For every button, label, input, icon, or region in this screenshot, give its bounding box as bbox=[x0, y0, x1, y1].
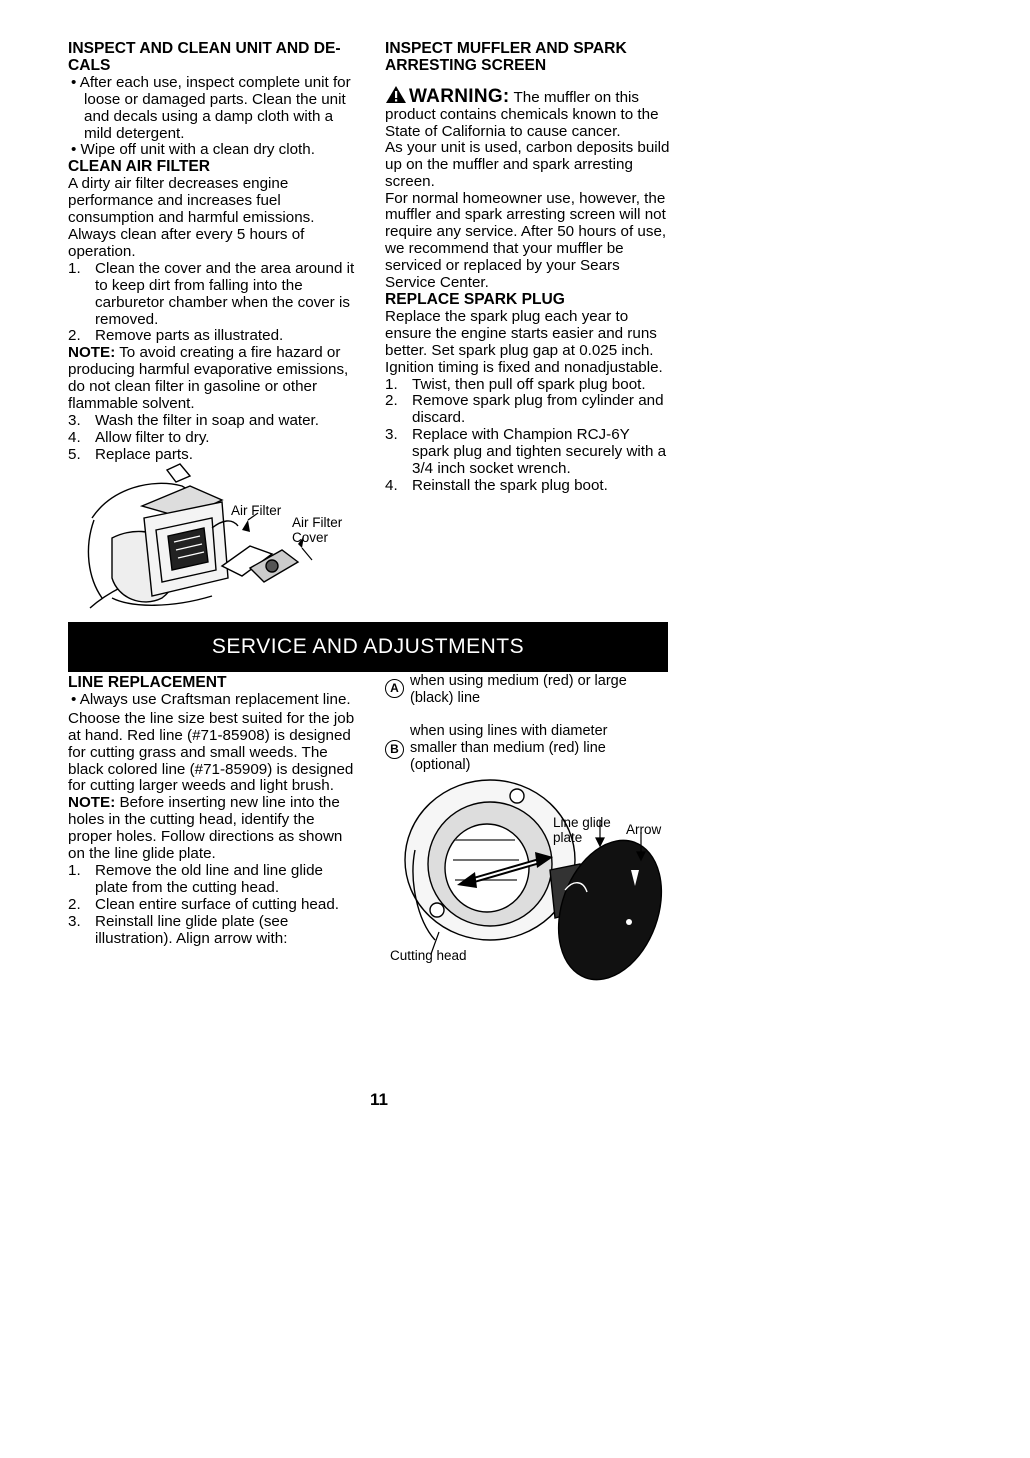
label-cutting-head: Cutting head bbox=[390, 948, 467, 963]
line-note: NOTE: Before inserting new line into the holes in the cutting head, identify the proper holes. Follow directions as shown on the line glide plate. bbox=[68, 794, 343, 863]
left-top-column bbox=[68, 41, 356, 464]
symbol-a-icon: A bbox=[385, 679, 404, 698]
air-steps-b bbox=[68, 413, 356, 464]
step-item: 4. Allow filter to dry. bbox=[68, 428, 210, 446]
step-item: 1. Remove the old line and line glide plate from the cutting head. bbox=[68, 861, 323, 896]
muffler-heading: INSPECT MUFFLER AND SPARK ARRESTING SCREEN bbox=[385, 40, 627, 74]
step-item: 2. Remove parts as illustrated. bbox=[68, 327, 284, 345]
step-item: 1. Clean the cover and the area around it to keep dirt from falling into the carburetor chamber when the cover is removed. bbox=[68, 259, 355, 328]
spark-plug-heading: REPLACE SPARK PLUG bbox=[385, 290, 565, 308]
line-steps bbox=[68, 863, 356, 948]
warning-block: WARNING: The muffler on this product contains chemicals known to the State of California to cause cancer. bbox=[385, 85, 659, 140]
muffler-para-1: As your unit is used, carbon deposits build up on the muffler and spark arresting screen. bbox=[385, 138, 670, 190]
step-item: 3. Replace with Champion RCJ-6Y spark plug and tighten securely with a 3/4 inch socket wrench. bbox=[385, 426, 667, 478]
option-b: B when using lines with diameter smaller than medium (red) line (optional) bbox=[385, 723, 655, 774]
page-number: 11 bbox=[370, 1090, 388, 1109]
step-item: 2. Clean entire surface of cutting head. bbox=[68, 895, 339, 913]
line-replacement-heading: LINE REPLACEMENT bbox=[68, 674, 227, 691]
symbol-b-icon: B bbox=[385, 740, 404, 759]
right-top-column bbox=[385, 41, 670, 495]
spark-plug-intro: Replace the spark plug each year to ensure the engine starts easier and runs better. Set spark plug gap at 0.025 inch. Ignition timing is fixed and nonadjustable. bbox=[385, 307, 663, 376]
muffler-para-2: For normal homeowner use, however, the muffler and spark arresting screen will not require any service. After 50 hours of use, we recommend that your muffler be serviced or replaced by your Sears Service Center. bbox=[385, 189, 667, 292]
step-item: 4. Reinstall the spark plug boot. bbox=[385, 476, 608, 494]
inspect-bullet-2: • Wipe off unit with a clean dry cloth. bbox=[71, 141, 315, 159]
label-air-filter-cover: Air Filter Cover bbox=[292, 515, 343, 545]
air-note: NOTE: To avoid creating a fire hazard or producing harmful evaporative emissions, do not clean filter in gasoline or other flammable solvent. bbox=[68, 344, 349, 413]
step-item: 2. Remove spark plug from cylinder and discard. bbox=[385, 392, 664, 427]
label-line-glide-plate: Line glide plate bbox=[553, 815, 611, 845]
warning-icon bbox=[385, 85, 407, 104]
section-banner: SERVICE AND ADJUSTMENTS bbox=[68, 622, 668, 672]
left-bottom-column bbox=[68, 675, 356, 948]
line-bullet: • Always use Craftsman replacement line. bbox=[71, 690, 351, 708]
label-air-filter: Air Filter bbox=[231, 503, 282, 518]
line-para: Choose the line size best suited for the job at hand. Red line (#71-85908) is designed for cutting grass and small weeds. The black colored line (#71-85909) is designed for cutting larger weeds and light brush. bbox=[68, 709, 355, 795]
inspect-bullet-1: • After each use, inspect complete unit for loose or damaged parts. Clean the unit and decals using a damp cloth with a mild detergent. bbox=[71, 73, 351, 142]
air-filter-heading: CLEAN AIR FILTER bbox=[68, 158, 211, 176]
step-item: 3. Wash the filter in soap and water. bbox=[68, 411, 319, 429]
alignment-options bbox=[385, 673, 655, 774]
air-steps-a bbox=[68, 261, 356, 346]
option-a: A when using medium (red) or large (black) line bbox=[385, 673, 655, 707]
label-arrow: Arrow bbox=[626, 822, 662, 837]
spark-plug-steps bbox=[385, 377, 670, 495]
inspect-heading: INSPECT AND CLEAN UNIT AND DE- CALS bbox=[68, 40, 341, 74]
step-item: 5. Replace parts. bbox=[68, 445, 193, 463]
air-filter-intro: A dirty air filter decreases engine performance and increases fuel consumption and harmful emissions. Always clean after every 5 hours of operation. bbox=[68, 175, 315, 260]
step-item: 3. Reinstall line glide plate (see illustration). Align arrow with: bbox=[68, 912, 289, 947]
step-item: 1. Twist, then pull off spark plug boot. bbox=[385, 375, 646, 393]
